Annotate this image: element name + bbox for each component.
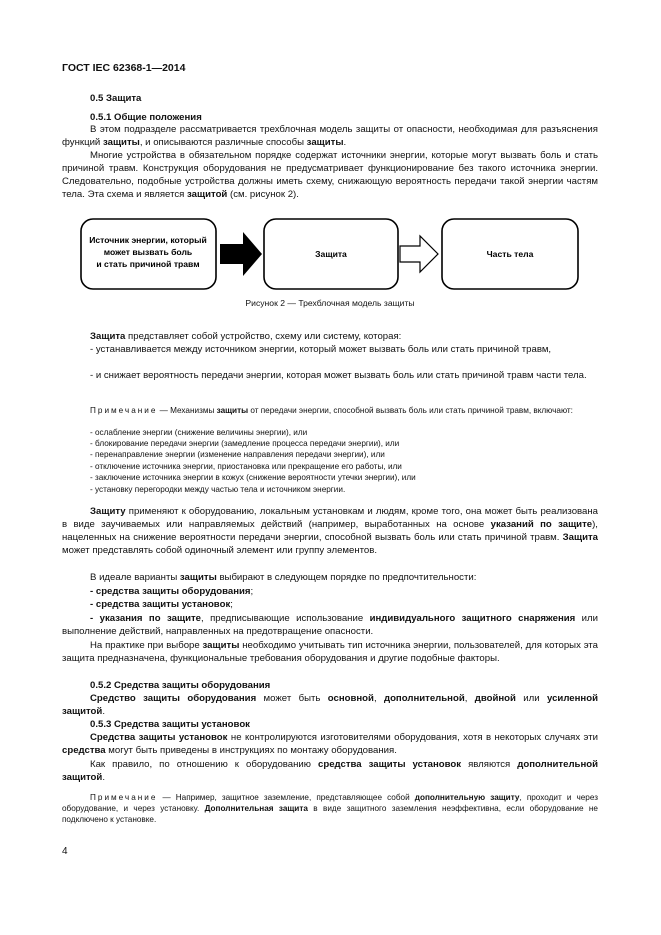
solid-arrow-icon [220,232,262,276]
note-mechanisms: Примечание — Механизмы защиты от передачи энергии, способной вызвать боль или стать причиной травм, включают: [90,406,573,415]
figure-caption: Рисунок 2 — Трехблочная модель защиты [245,298,415,308]
definition-item: - устанавливается между источником энергии, который может вызвать боль или стать причиной травм, [90,344,552,355]
energy-source-line-2: может вызвать боль [103,247,193,257]
note-list-item: - отключение источника энергии, приостановка или прекращение его работы, или [90,462,402,471]
paragraph-installation-protection: Средства защиты установок не контролируются изготовителями оборудования, хотя в некоторых случаях эти средства могут быть приведены в инструкциях по монтажу оборудования. [62,732,598,756]
paragraph-equipment-protection: Средство защиты оборудования может быть основной, дополнительной, двойной или усиленной защитой. [62,693,598,717]
paragraph-practice: На практике при выборе защиты необходимо учитывать тип источника энергии, пользователей, для которых эта защита предназначена, функциональные требования оборудования и другие подобные факторы. [62,640,599,664]
note-list-item: - заключение источника энергии в кожух (снижение вероятности утечки энергии), или [90,473,416,482]
page-number: 4 [62,846,68,857]
section-heading-0-5: 0.5 Защита [90,93,142,104]
preference-item: - средства защиты установок; [90,599,233,610]
protection-label: Защита [315,249,347,259]
paragraph-protection-definition: Защита представляет собой устройство, схему или систему, которая: [90,331,402,342]
energy-source-line-1: Источник энергии, который [89,235,207,245]
note-list-item: - установку перегородки между частью тела и источником энергии. [90,485,346,494]
body-part-label: Часть тела [486,249,534,259]
note-earthing: Примечание — Например, защитное заземление, представляющее собой дополнительную защиту, проходит и через оборудование, и через установку. Дополнительная защита в виде защитного заземления неэффективна, если оборудование не подключено к установке. [62,793,598,824]
document-header: ГОСТ IEC 62368-1—2014 [62,62,186,74]
paragraph-intro: В этом подразделе рассматривается трехблочная модель защиты от опасности, необходимая для разъяснения функций защиты, и описываются различные способы защиты. [62,124,598,148]
preference-item: - указания по защите, предписывающие использование индивидуального защитного снаряжения или выполнение действий, направленных на предотвращение опасности. [62,613,598,637]
definition-item: - и снижает вероятность передачи энергии, которая может вызвать боль или стать причиной травм части тела. [90,370,587,381]
note-list-item: - ослабление энергии (снижение величины энергии), или [90,428,308,437]
paragraph-installation-as-supplementary: Как правило, по отношению к оборудованию средства защиты установок являются дополнительной защитой. [62,759,598,783]
paragraph-protection-application: Защиту применяют к оборудованию, локальным установкам и людям, кроме того, она может быть реализована в виде заучиваемых или направляемых действий (например, выработанных на основе указаний по защите), нацеленных на снижение вероятности передачи энергии, способной вызвать боль или стать причиной травм. Защита может представлять собой одиночный элемент или группу элементов. [62,506,598,556]
three-block-model-figure [80,218,580,290]
note-list-item: - перенаправление энергии (изменение направления передачи энергии), или [90,450,385,459]
preference-item: - средства защиты оборудования; [90,586,254,597]
section-heading-0-5-2: 0.5.2 Средства защиты оборудования [90,680,271,691]
paragraph-energy-sources: Многие устройства в обязательном порядке содержат источники энергии, которые могут вызвать боль и стать причиной травм. Конструкция оборудования не предусматривает функционирование без такого источника энергии. Следовательно, подобные устройства должны иметь схему, снижающую вероятность передачи такой энергии частям тела. Эта схема и является защитой (см. рисунок 2). [62,150,598,200]
paragraph-preference-order: В идеале варианты защиты выбирают в следующем порядке по предпочтительности: [90,572,477,583]
section-heading-0-5-3: 0.5.3 Средства защиты установок [90,719,250,730]
note-list-item: - блокирование передачи энергии (замедление процесса передачи энергии), или [90,439,400,448]
hollow-arrow-icon [400,236,438,272]
section-heading-0-5-1: 0.5.1 Общие положения [90,112,202,123]
energy-source-line-3: и стать причиной травм [96,259,200,269]
